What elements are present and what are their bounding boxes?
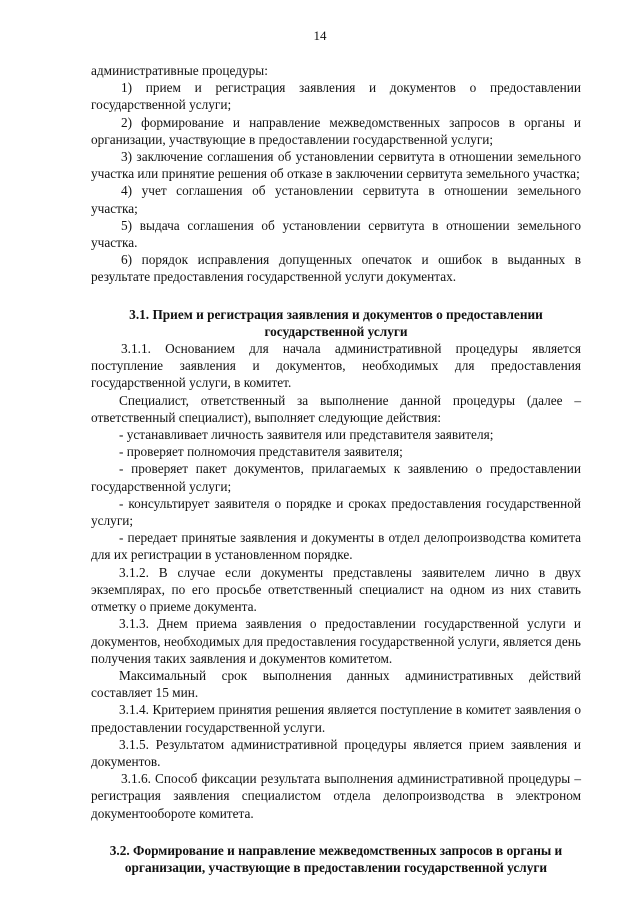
paragraph-3-1-6: 3.1.6. Способ фиксации результата выполнения административной процедуры – регистрация заявления специалистом отдела делопроизводства в электроном документообороте комитета. [91,771,581,821]
list-item-2: 2) формирование и направление межведомственных запросов в органы и организации, участвующие в предоставлении государственной услуги; [91,114,581,147]
paragraph-3-1-3: 3.1.3. Днем приема заявления о предоставлении государственной услуги и документов, необходимых для предоставления государственной услуги, является день получения таких заявления и документов комитетом. [91,616,581,666]
paragraph-3-1-5: 3.1.5. Результатом административной процедуры является прием заявления и документов. [91,736,581,769]
bullet-identity: - устанавливает личность заявителя или представителя заявителя; [119,427,494,443]
bullet-documents: - проверяет пакет документов, прилагаемых к заявлению о предоставлении государственной услуги; [91,461,581,494]
paragraph-specialist: Специалист, ответственный за выполнение данной процедуры (далее – ответственный специалист), выполняет следующие действия: [91,392,581,425]
paragraph-3-1-2: 3.1.2. В случае если документы представлены заявителем лично в двух экземплярах, по его просьбе ответственный специалист на одном из них ставить отметку о приеме документа. [91,564,581,615]
paragraph-3-1-4: 3.1.4. Критерием принятия решения является поступление в комитет заявления о предоставлении государственной услуги. [91,702,581,735]
section-heading-3-2: 3.2. Формирование и направление межведомственных запросов в органы и организации, участвующие в предоставлении государственной услуги [109,842,563,875]
list-item-5: 5) выдача соглашения об установлении сервитута в отношении земельного участка. [91,217,581,251]
bullet-consult: - консультирует заявителя о порядке и сроках предоставления государственной услуги; [91,495,581,529]
bullet-transfer: - передает принятые заявления и документы в отдел делопроизводства комитета для их регистрации в установленном порядке. [91,530,581,563]
list-item-4: 4) учет соглашения об установлении сервитута в отношении земельного участка; [91,183,581,216]
list-item-1: 1) прием и регистрация заявления и документов о предоставлении государственной услуги; [91,80,581,113]
section-heading-3-1: 3.1. Прием и регистрация заявления и документов о предоставлении государственной услуги [129,306,543,339]
list-item-6: 6) порядок исправления допущенных опечаток и ошибок в выданных в результате предоставления государственной услуги документах. [91,252,581,285]
page-number: 14 [313,28,327,43]
list-item-3: 3) заключение соглашения об установлении сервитута в отношении земельного участка или принятие решения об отказе в заключении сервитута земельного участка; [91,149,581,182]
bullet-authority: - проверяет полномочия представителя заявителя; [119,444,403,460]
paragraph-intro: административные процедуры: [91,63,268,78]
page-content [91,62,581,876]
paragraph-max-time: Максимальный срок выполнения данных административных действий составляет 15 мин. [91,667,581,701]
paragraph-3-1-1: 3.1.1. Основанием для начала административной процедуры является поступление заявления и документов, необходимых для предоставления государственной услуги, в комитет. [91,341,581,391]
